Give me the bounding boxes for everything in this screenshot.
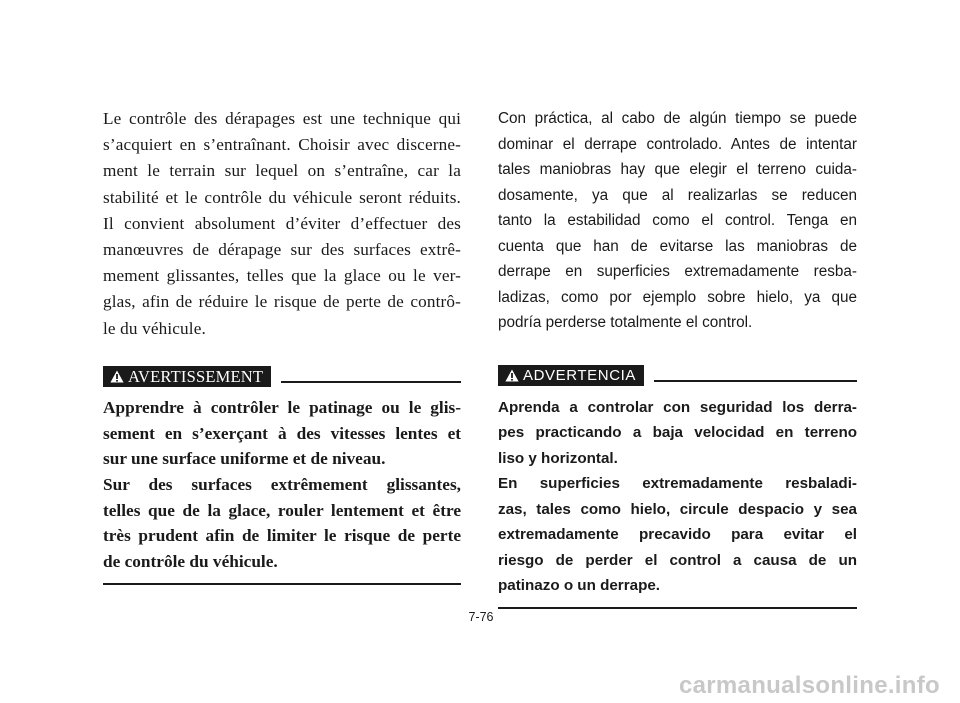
text-line: sur une surface uniforme et de niveau. xyxy=(103,449,386,469)
warning-end-rule xyxy=(103,583,461,585)
french-intro-paragraph xyxy=(103,106,461,342)
text-line: tales maniobras hay que elegir el terreno cuida- xyxy=(498,161,857,178)
warning-end-rule xyxy=(498,607,857,609)
page-number: 7-76 xyxy=(468,610,494,624)
text-line: podría perderse totalmente el control. xyxy=(498,314,753,331)
french-column xyxy=(103,106,461,585)
text-line: mement glissantes, telles que la glace ou le ver- xyxy=(103,266,461,286)
spanish-intro-paragraph xyxy=(498,106,857,336)
text-line: pes practicando a baja velocidad en terreno xyxy=(498,424,857,441)
text-line: patinazo o un derrape. xyxy=(498,577,661,594)
text-line: cuenta que han de evitarse las maniobras de xyxy=(498,237,857,255)
text-line: Le contrôle des dérapages est une technique qui xyxy=(103,109,461,128)
text-line: ladizas, como por ejemplo sobre hielo, ya que xyxy=(498,288,857,306)
warning-label: AVERTISSEMENT xyxy=(128,366,264,386)
text-line: liso y horizontal. xyxy=(498,449,618,467)
text-line: extremadamente precavido para evitar el xyxy=(498,526,857,543)
text-line: En superficies extremadamente resbaladi- xyxy=(498,475,857,492)
text-line: très prudent afin de limiter le risque de perte xyxy=(103,526,461,546)
text-line: Sur des surfaces extrêmement glissantes, xyxy=(103,474,461,494)
french-warning-text xyxy=(103,395,461,575)
text-line: zas, tales como hielo, circule despacio y sea xyxy=(498,500,857,518)
text-line: dominar el derrape controlado. Antes de intentar xyxy=(498,135,857,153)
text-line: le du véhicule. xyxy=(103,318,206,338)
text-line: s’acquiert en s’entraînant. Choisir avec discerne- xyxy=(103,135,461,155)
warning-badge xyxy=(103,366,271,387)
french-warning-header xyxy=(103,366,461,388)
text-line: derrape en superficies extremadamente resba- xyxy=(498,263,857,280)
spanish-warning-text xyxy=(498,395,857,599)
text-line: glas, afin de réduire le risque de perte de contrô- xyxy=(103,292,461,312)
text-line: sement en s’exerçant à des vitesses lentes et xyxy=(103,423,461,443)
text-line: dosamente, ya que al realizarlas se reducen xyxy=(498,186,857,204)
warning-badge xyxy=(498,365,644,386)
watermark: carmanualsonline.info xyxy=(678,672,940,699)
warning-triangle-icon xyxy=(110,370,124,383)
text-line: stabilité et le contrôle du véhicule seront réduits. xyxy=(103,187,461,207)
spanish-column xyxy=(498,106,857,609)
text-line: ment le terrain sur lequel on s’entraîne, car la xyxy=(103,161,461,181)
warning-label: ADVERTENCIA xyxy=(523,367,637,384)
text-line: telles que de la glace, rouler lentement et être xyxy=(103,500,461,520)
spanish-warning-header xyxy=(498,365,857,387)
text-line: riesgo de perder el control a causa de un xyxy=(498,551,857,569)
header-rule xyxy=(281,370,461,383)
text-line: de contrôle du véhicule. xyxy=(103,552,278,572)
text-line: Con práctica, al cabo de algún tiempo se puede xyxy=(498,110,857,127)
text-line: Il convient absolument d’éviter d’effectuer des xyxy=(103,213,461,233)
text-line: manœuvres de dérapage sur des surfaces extrê- xyxy=(103,240,461,260)
header-rule xyxy=(654,369,857,382)
warning-triangle-icon xyxy=(505,369,519,382)
text-line: Apprendre à contrôler le patinage ou le glis- xyxy=(103,397,461,417)
text-line: tanto la estabilidad como el control. Tenga en xyxy=(498,212,857,229)
text-line: Aprenda a controlar con seguridad los derra- xyxy=(498,398,857,416)
